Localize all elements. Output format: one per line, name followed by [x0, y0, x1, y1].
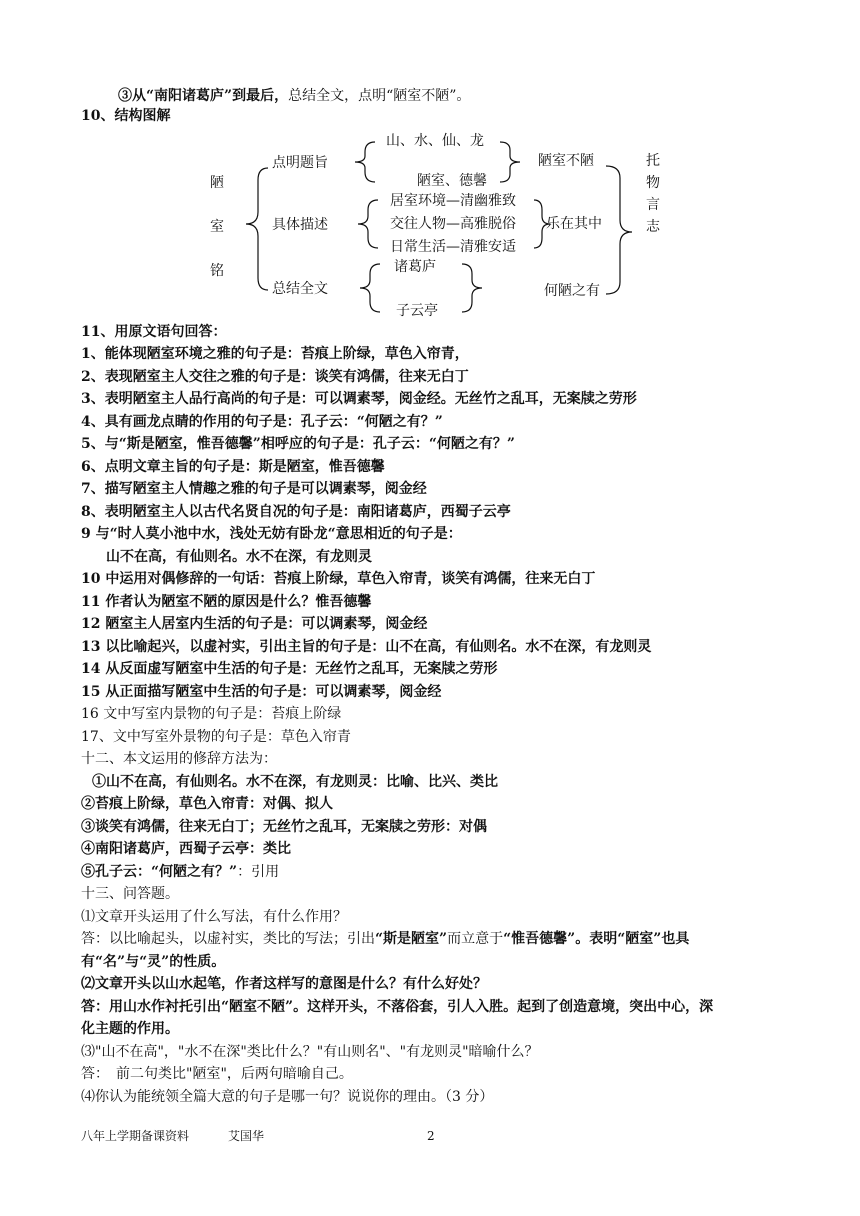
- intro-line-3: [118, 86, 470, 106]
- s13-answer-1-part-a: 答：以比喻起头，以虚衬实，类比的写法；引出: [81, 931, 375, 947]
- footer-page-number: 2: [427, 1129, 435, 1143]
- s11-item-4: 4、具有画龙点睛的作用的句子是：孔子云：“何陋之有？”: [81, 414, 443, 430]
- s11-item-16: 16 文中写室内景物的句子是：苔痕上阶绿: [81, 706, 342, 722]
- s13-question-2: ⑵文章开头以山水起笔，作者这样写的意图是什么？有什么好处？: [81, 976, 487, 992]
- root-char-1: 陋: [210, 175, 224, 191]
- s12-item-5: [81, 862, 279, 882]
- section-13-heading: 十三、问答题。: [81, 886, 179, 902]
- s12-item-5-rest: ：引用: [237, 864, 280, 880]
- s12-item-5-bold: ⑤孔子云：“何陋之有？”: [81, 864, 238, 880]
- footer-author: 艾国华: [228, 1129, 265, 1143]
- s12-item-2: ②苔痕上阶绿，草色入帘青：对偶、拟人: [81, 796, 333, 812]
- s13-answer-1-part-d: “惟吾德馨”。表明“陋室”也具: [503, 931, 690, 947]
- structure-diagram: [200, 128, 670, 324]
- branch-2-item-1: 居室环境—清幽雅致: [390, 193, 516, 209]
- final-char-1: 托: [646, 153, 660, 169]
- section-10-heading: 10、结构图解: [81, 108, 171, 124]
- branch-1-label: 点明题旨: [272, 155, 328, 171]
- branch2-brace: [358, 200, 378, 248]
- s13-answer-1-part-b: “斯是陋室”: [375, 931, 448, 947]
- s12-item-3: ③谈笑有鸿儒，往来无白丁；无丝竹之乱耳，无案牍之劳形：对偶: [81, 819, 487, 835]
- branch3-brace: [360, 264, 380, 312]
- s13-answer-1-line-1: [81, 929, 689, 949]
- s11-item-3: 3、表明陋室主人品行高尚的句子是：可以调素琴，阅金经。无丝竹之乱耳，无案牍之劳形: [81, 391, 637, 407]
- branch3-right-brace: [462, 264, 482, 312]
- s13-question-4: ⑷你认为能统领全篇大意的句子是哪一句？说说你的理由。（3 分）: [81, 1089, 494, 1105]
- s11-item-9: 9 与“时人莫小池中水，浅处无妨有卧龙“意思相近的句子是：: [81, 526, 462, 542]
- branch-2-result: 乐在其中: [546, 216, 602, 232]
- branch-2-item-3: 日常生活—清雅安适: [390, 239, 516, 255]
- final-char-3: 言: [646, 197, 660, 213]
- intro-line-3-bold: ③从“南阳诸葛庐”到最后，: [118, 88, 289, 104]
- branch-1-item-1: 山、水、仙、龙: [386, 133, 484, 149]
- s13-answer-2-line-2: 化主题的作用。: [81, 1021, 179, 1037]
- footer-left-text: 八年上学期备课资料: [81, 1129, 190, 1143]
- intro-line-3-rest: 总结全文，点明“陋室不陋”。: [288, 88, 471, 104]
- s12-item-4: ④南阳诸葛庐，西蜀子云亭：类比: [81, 841, 291, 857]
- s11-item-10: 10 中运用对偶修辞的一句话：苔痕上阶绿，草色入帘青，谈笑有鸿儒，往来无白丁: [81, 571, 596, 587]
- branch-3-item-1: 诸葛庐: [394, 259, 436, 275]
- branch-2-item-2: 交往人物—高雅脱俗: [390, 216, 516, 232]
- branch-3-label: 总结全文: [272, 281, 328, 297]
- s11-item-12: 12 陋室主人居室内生活的句子是：可以调素琴，阅金经: [81, 616, 428, 632]
- s13-answer-1-part-c: 而立意于: [447, 931, 504, 947]
- s13-answer-1-line-2: 有“名”与“灵”的性质。: [81, 954, 226, 970]
- root-brace: [246, 168, 268, 290]
- final-char-2: 物: [646, 175, 660, 191]
- s11-item-9-answer: 山不在高，有仙则名。水不在深，有龙则灵: [106, 549, 372, 565]
- branch-1-item-2: 陋室、德馨: [417, 173, 487, 189]
- s11-item-8: 8、表明陋室主人以古代名贤自况的句子是：南阳诸葛庐，西蜀子云亭: [81, 504, 511, 520]
- s11-item-11: 11 作者认为陋室不陋的原因是什么？惟吾德馨: [81, 594, 372, 610]
- final-char-4: 志: [646, 219, 660, 235]
- final-brace: [606, 166, 632, 294]
- s11-item-15: 15 从正面描写陋室中生活的句子是：可以调素琴，阅金经: [81, 684, 442, 700]
- s11-item-2: 2、表现陋室主人交往之雅的句子是：谈笑有鸿儒，往来无白丁: [81, 369, 469, 385]
- branch-1-result: 陋室不陋: [538, 153, 594, 169]
- branch-2-label: 具体描述: [272, 217, 328, 233]
- s11-item-17: 17、文中写室外景物的句子是：草色入帘青: [81, 729, 351, 745]
- s11-item-6: 6、点明文章主旨的句子是：斯是陋室，惟吾德馨: [81, 459, 385, 475]
- branch1-right-brace: [500, 142, 520, 182]
- branch-3-result: 何陋之有: [544, 283, 600, 299]
- branch1-brace: [355, 142, 375, 182]
- root-char-3: 铭: [210, 263, 224, 279]
- section-11-heading: 11、用原文语句回答：: [81, 324, 227, 340]
- s11-item-7: 7、描写陋室主人情趣之雅的句子是可以调素琴，阅金经: [81, 481, 427, 497]
- root-char-2: 室: [210, 219, 224, 235]
- s13-question-3: ⑶"山不在高"，"水不在深"类比什么？"有山则名"、"有龙则灵"暗喻什么？: [81, 1044, 539, 1060]
- s12-item-1: ①山不在高，有仙则名。水不在深，有龙则灵：比喻、比兴、类比: [92, 774, 498, 790]
- s13-answer-2-line-1: 答：用山水作衬托引出“陋室不陋”。这样开头，不落俗套，引人入胜。起到了创造意境，突出中心，深: [81, 999, 714, 1015]
- s11-item-1: 1、能体现陋室环境之雅的句子是：苔痕上阶绿，草色入帘青，: [81, 346, 469, 362]
- s11-item-13: 13 以比喻起兴，以虚衬实，引出主旨的句子是：山不在高，有仙则名。水不在深，有龙则灵: [81, 639, 652, 655]
- branch-3-item-2: 子云亭: [396, 303, 438, 319]
- s13-question-1: ⑴文章开头运用了什么写法，有什么作用？: [81, 909, 347, 925]
- section-12-heading: 十二、本文运用的修辞方法为：: [81, 751, 277, 767]
- s11-item-5: 5、与“斯是陋室，惟吾德馨”相呼应的句子是：孔子云：“何陋之有？”: [81, 436, 515, 452]
- s13-answer-3: 答： 前二句类比"陋室"，后两句暗喻自己。: [81, 1066, 353, 1082]
- s11-item-14: 14 从反面虚写陋室中生活的句子是：无丝竹之乱耳，无案牍之劳形: [81, 661, 498, 677]
